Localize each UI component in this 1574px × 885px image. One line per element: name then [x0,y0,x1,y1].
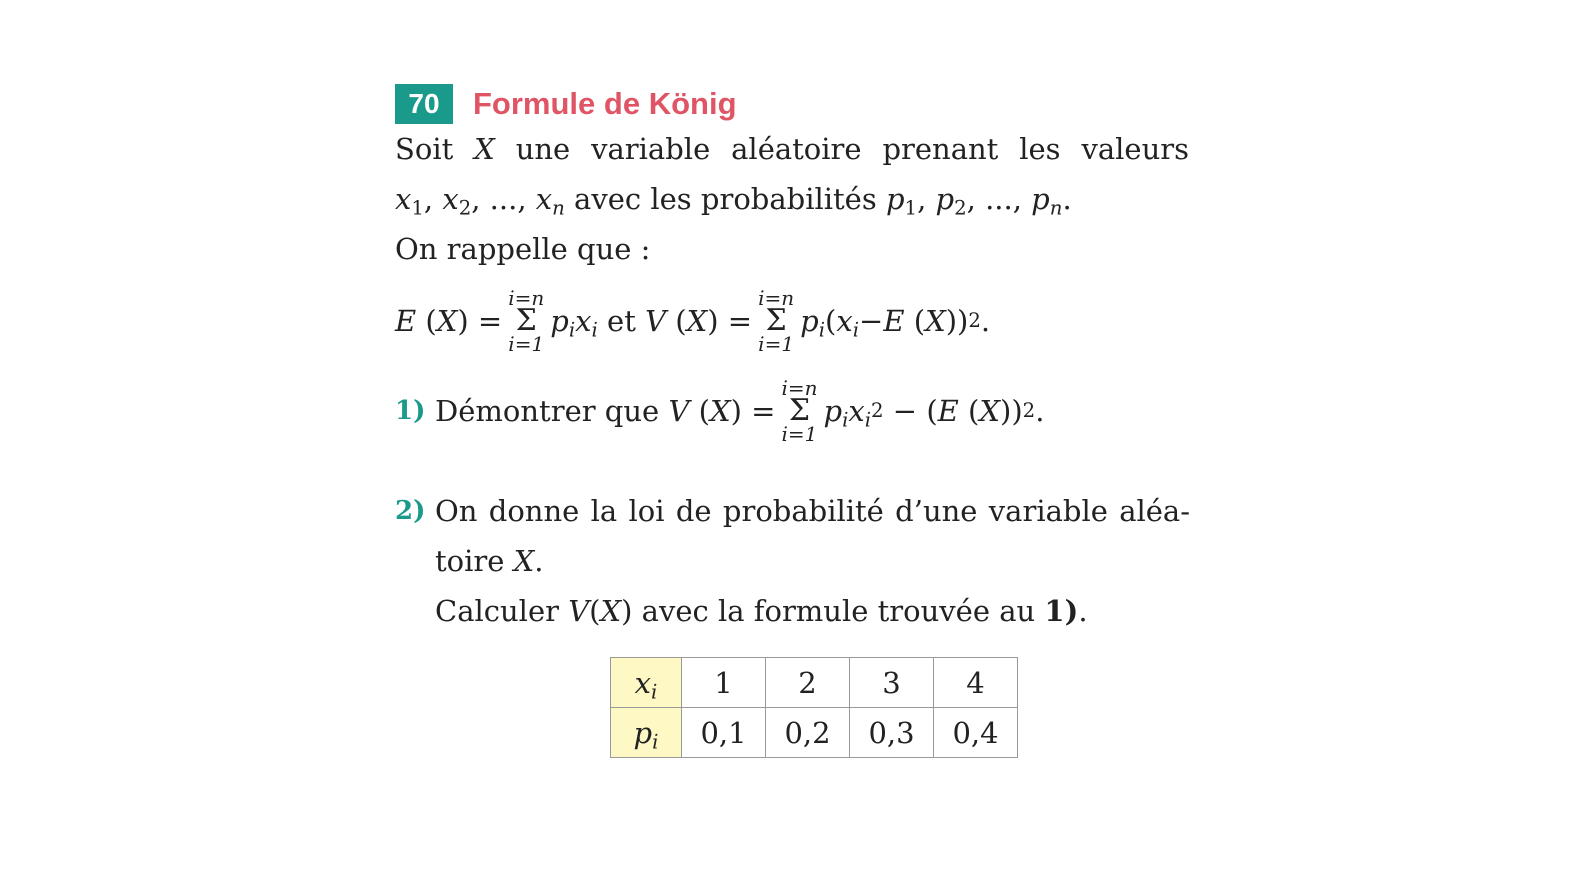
intro-text [395,124,1195,274]
question-2-line-2: toire X. [435,544,544,578]
exercise-number-badge: 70 [395,84,453,124]
question-2-line-1: On donne la loi de probabilité d’une variable aléa- [435,494,1191,528]
recall-text: On rappelle que : [395,232,651,266]
table-cell: 4 [934,658,1018,708]
row-header-p: $p_i$ [611,708,682,758]
exercise-block [395,84,1195,754]
table-cell: 3 [850,658,934,708]
table-row-p [611,708,1018,758]
table-cell: 1 [682,658,766,708]
intro-line-2: $x_1$, $x_2$, ..., $x_n$ avec les probabilités $p_1$, $p_2$, ..., $p_n$. [395,182,1072,220]
sum-symbol: i=n Σ i=1 [758,286,795,356]
definition-formula: E ( X ) = i=n Σ i=1 $p_ix_i$ et V ( X ) = i=n Σ i=1 $p_i$ ( $x_i$ − E ( X )) 2 . [395,286,991,356]
exercise-title: Formule de König [473,86,737,121]
question-2 [395,486,1195,636]
sum-symbol: i=n Σ i=1 [508,286,545,356]
row-header-x: $x_i$ [611,658,682,708]
table-cell: 0,2 [766,708,850,758]
sum-symbol: i=n Σ i=1 [781,376,818,446]
question-2-line-3: Calculer V(X) avec la formule trouvée au 1). [435,594,1088,628]
intro-line-1: Soit X une variable aléatoire prenant les valeurs [395,132,1189,166]
table-cell: 2 [766,658,850,708]
table-cell: 0,3 [850,708,934,758]
table-row-x [611,658,1018,708]
table-cell: 0,4 [934,708,1018,758]
probability-table [610,657,1018,758]
question-2-number: 2) [395,496,426,526]
table-cell: 0,1 [682,708,766,758]
exercise-header [395,84,1195,124]
question-1-number: 1) [395,396,426,426]
question-1: 1) Démontrer que V ( X ) = i=n Σ i=1 $p_ix_i$ 2 − ( E ( X )) 2 . [395,376,1045,446]
